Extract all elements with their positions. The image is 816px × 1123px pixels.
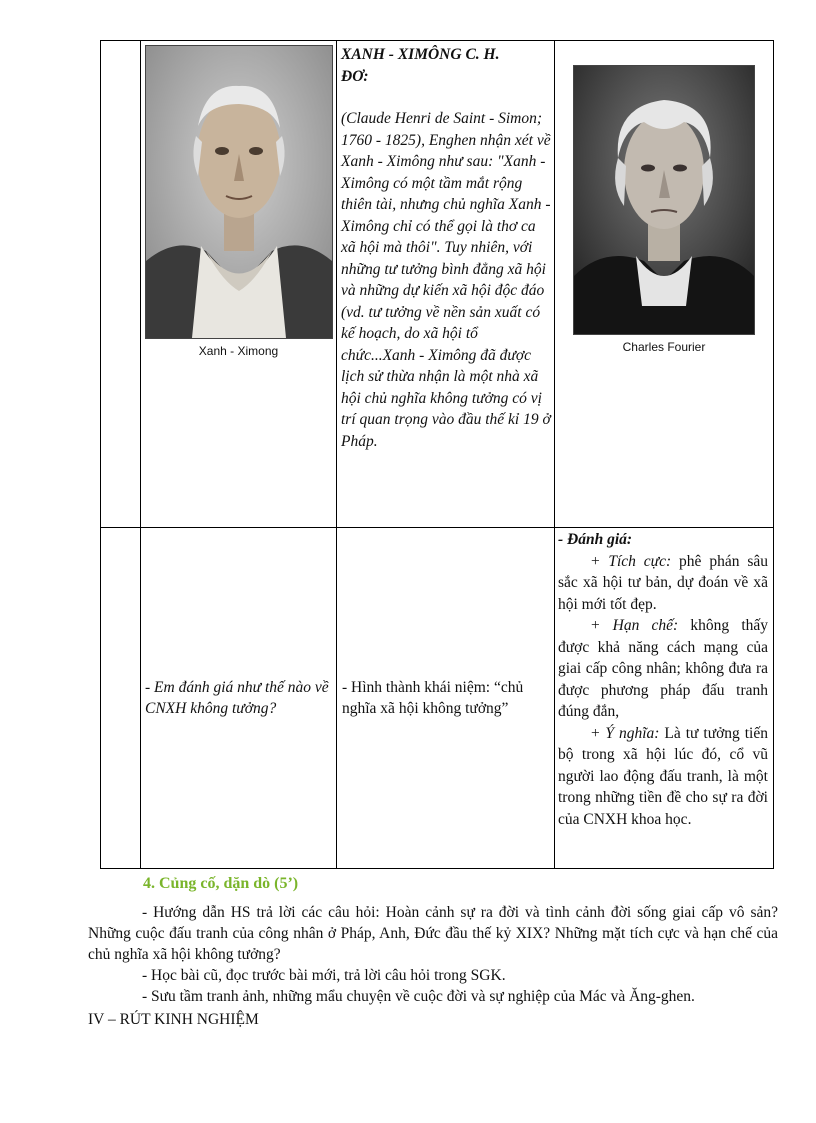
empty-cell — [101, 41, 141, 528]
instruction-paragraph-2: - Học bài cũ, đọc trước bài mới, trả lời câu hỏi trong SGK. — [142, 967, 506, 984]
instruction-paragraph-1: - Hướng dẫn HS trả lời các câu hỏi: Hoàn cảnh sự ra đời và tình cảnh đời sống giai cấp vô sản? Những cuộc đấu tranh của công nhân ở Pháp, Anh, Đức đầu thế kỷ XIX? Những mặt tích cực và hạn chế của chủ nghĩa xã hội không tưởng? — [88, 904, 778, 963]
question-text: - Em đánh giá như thế nào về CNXH không tưởng? — [145, 679, 329, 717]
evaluation-text — [555, 528, 773, 830]
instruction-paragraph-3: - Sưu tầm tranh ảnh, những mẩu chuyện về cuộc đời và sự nghiệp của Mác và Ăng-ghen. — [142, 988, 695, 1005]
saint-simon-heading: XANH - XIMÔNG C. H. — [341, 46, 500, 63]
fourier-cell — [555, 41, 774, 528]
section-4-body — [88, 902, 778, 1007]
positive-point: + Tích cực: phê phán sâu sắc xã hội tư bản, dự đoán về xã hội mới tốt đẹp. — [558, 552, 769, 613]
saint-simon-portrait — [145, 45, 333, 339]
limitation-point: + Hạn chế: không thấy được khả năng cách mạng của giai cấp công nhân; không đưa ra được phương pháp đấu tranh đúng đắn, — [558, 617, 769, 720]
saint-simon-text — [337, 41, 554, 452]
section-iv-heading: IV – RÚT KINH NGHIỆM — [88, 1011, 259, 1028]
answer-text: - Hình thành khái niệm: “chủ nghĩa xã hội không tưởng” — [342, 679, 524, 717]
saint-simon-heading-2: ĐƠ: — [341, 67, 369, 85]
empty-cell — [101, 528, 141, 869]
saint-simon-cell — [141, 41, 337, 528]
evaluation-heading: - Đánh giá: — [558, 531, 633, 548]
table-row — [101, 528, 774, 869]
saint-simon-description: (Claude Henri de Saint - Simon; 1760 - 1825), Enghen nhận xét về Xanh - Ximông như sau: "Xanh - Ximông có một tầm mắt rộng thiên tài, nhưng chủ nghĩa Xanh - Ximông chỉ có thể gọi là thơ ca xã hội mà thôi". Tuy nhiên, với những tư tưởng bình đẳng xã hội và những dự kiến xã hội độc đáo (vd. tư tưởng về nền sản xuất có kế hoạch, do xã hội tổ chức...Xanh - Ximông đã được lịch sử thừa nhận là một nhà xã hội chủ nghĩa không tưởng có vị trí quan trọng vào đầu thế kỉ 19 ở Pháp. — [341, 110, 551, 450]
evaluation-cell — [555, 528, 774, 869]
fourier-caption: Charles Fourier — [622, 340, 706, 354]
lesson-table — [100, 40, 774, 869]
section-4-title: 4. Củng cố, dặn dò (5’) — [143, 875, 299, 892]
question-cell — [141, 528, 337, 869]
fourier-portrait — [573, 65, 755, 335]
meaning-point: + Ý nghĩa: Là tư tưởng tiến bộ trong xã hội lúc đó, cổ vũ người lao động đấu tranh, là một trong những tiền đề cho sự ra đời của CNXH khoa học. — [558, 724, 768, 828]
answer-cell — [337, 528, 555, 869]
saint-simon-text-cell — [337, 41, 555, 528]
saint-simon-caption: Xanh - Ximong — [198, 344, 279, 358]
table-row — [101, 41, 774, 528]
